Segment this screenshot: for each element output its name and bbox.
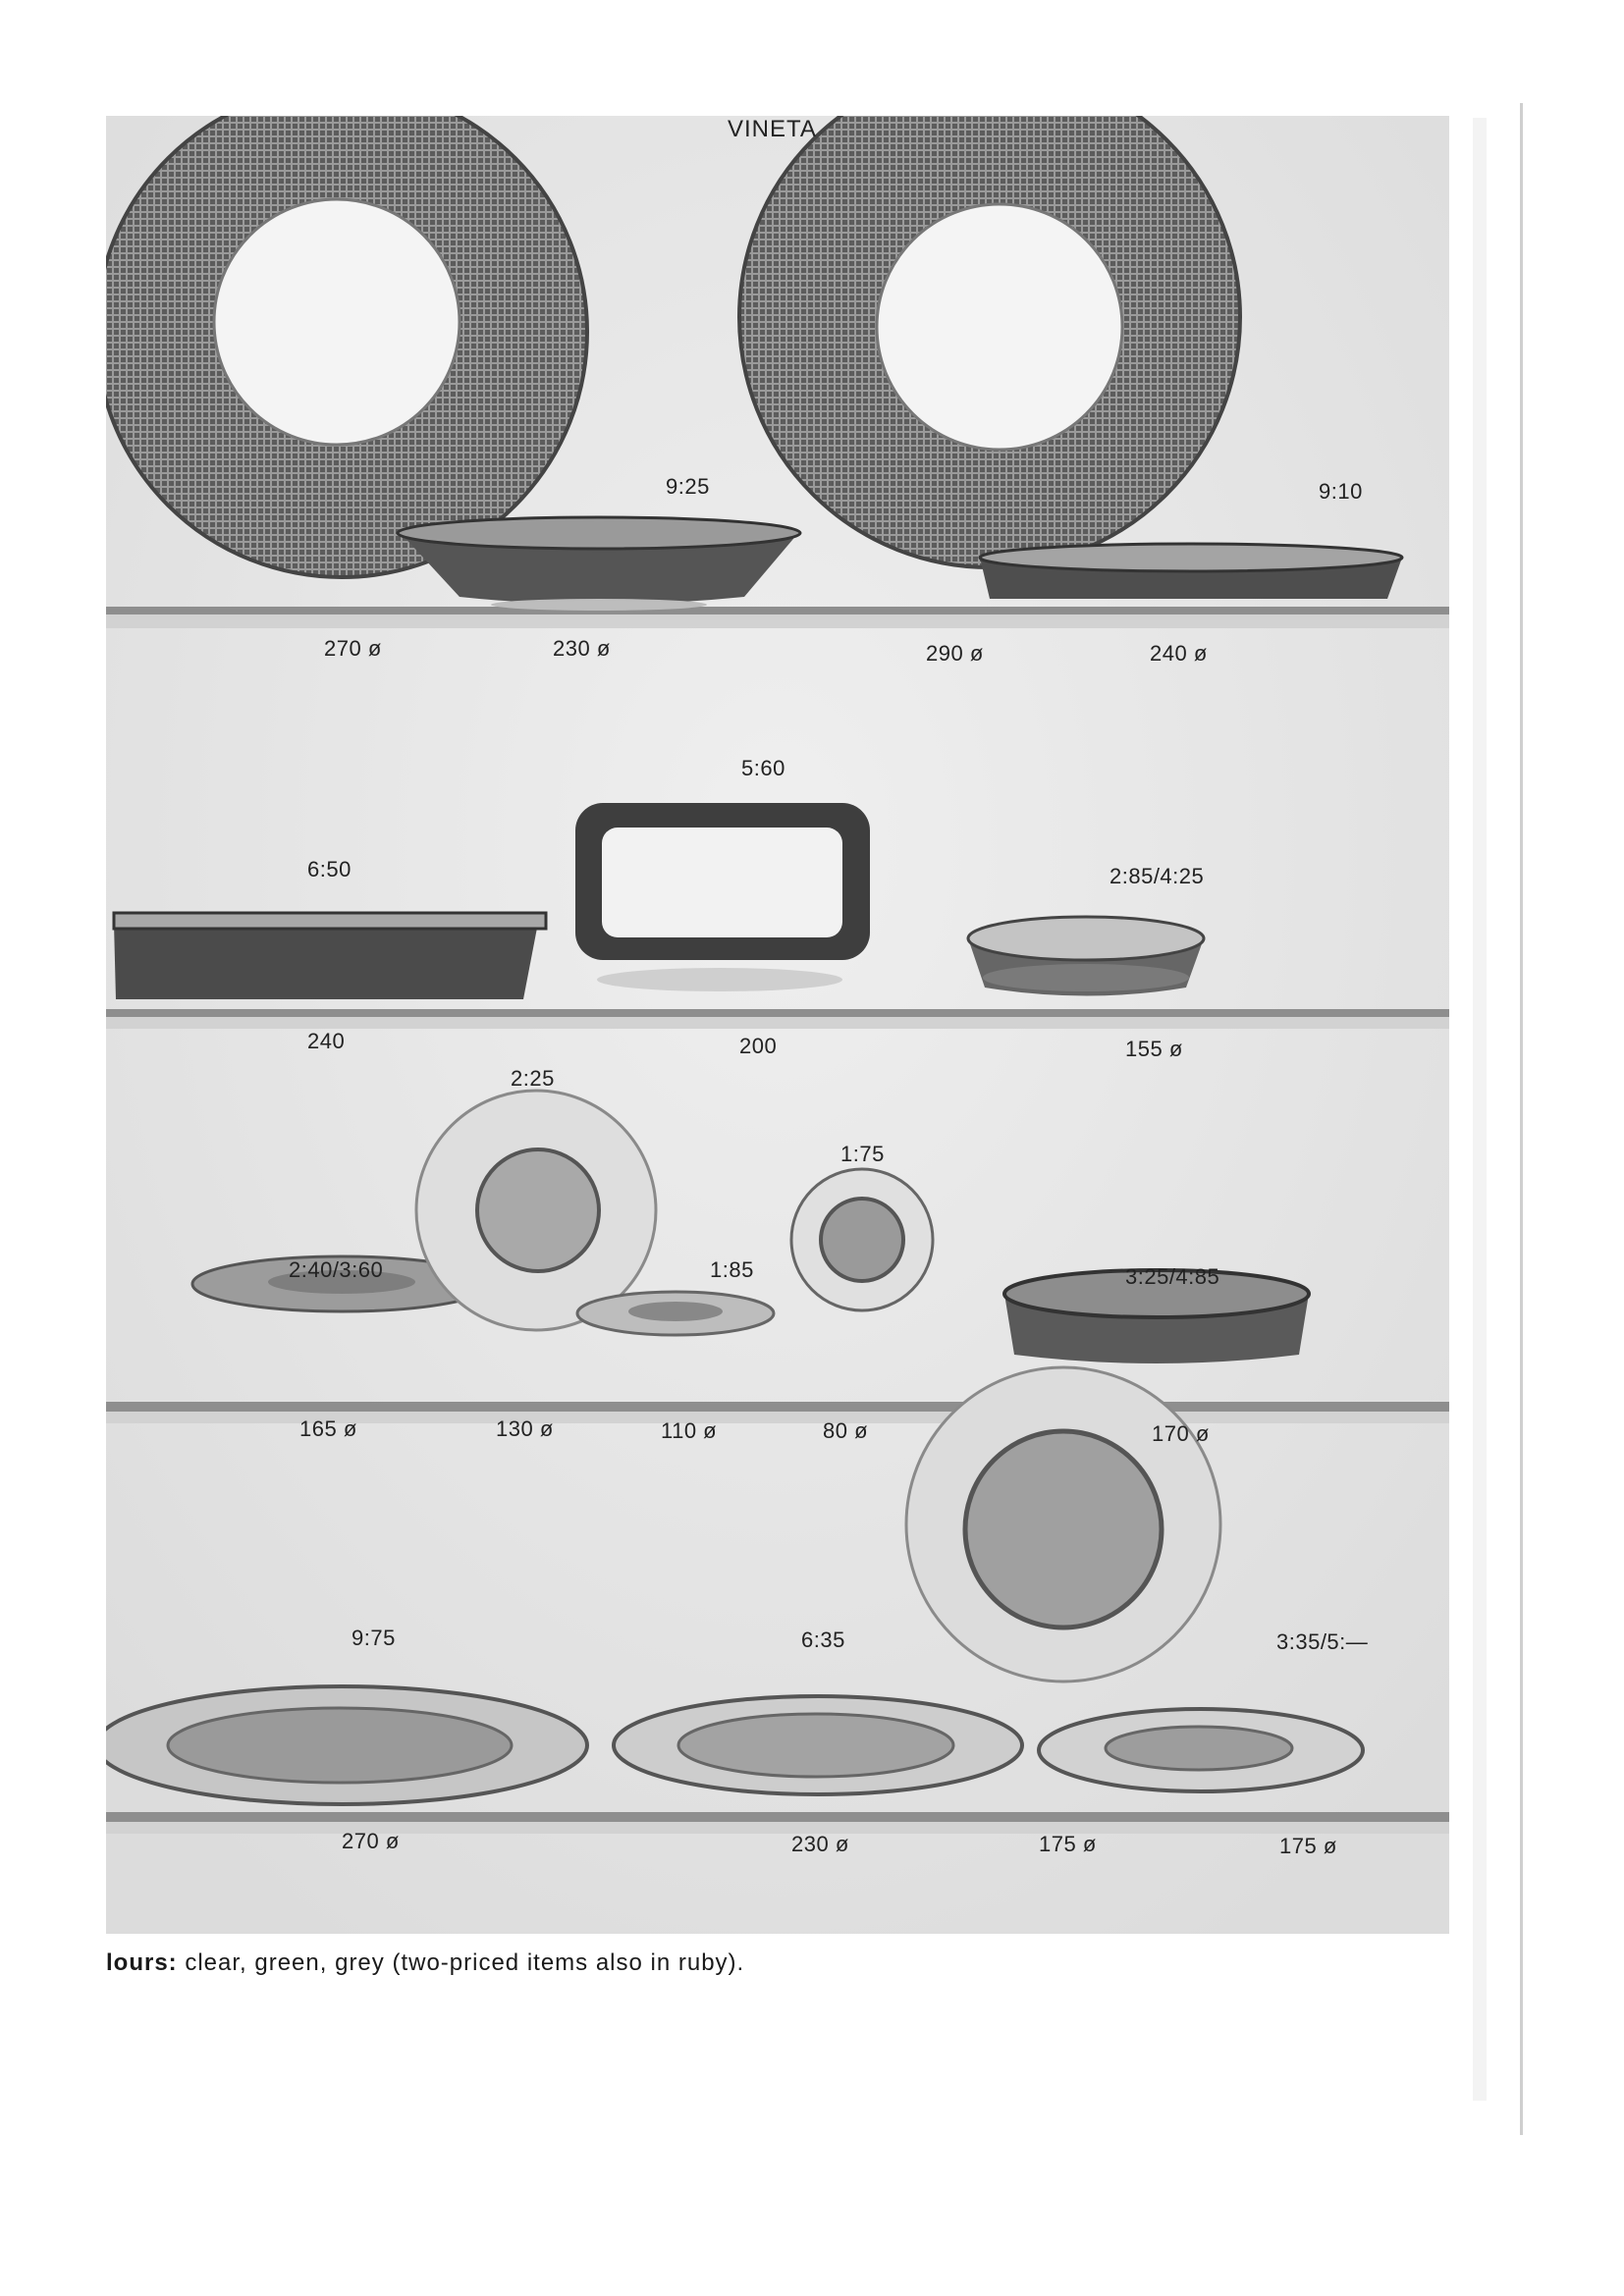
- caption-prefix: lours:: [106, 1949, 178, 1976]
- size-label: 165 ø: [299, 1416, 357, 1441]
- price-label: 3:25/4:85: [1125, 1264, 1220, 1289]
- size-label: 270 ø: [342, 1829, 400, 1853]
- tray-rect-240: [114, 913, 546, 999]
- plate-175: [1039, 1709, 1363, 1791]
- price-label: 3:35/5:—: [1276, 1629, 1369, 1654]
- page-margin-shade: [1473, 118, 1487, 2101]
- price-label: 2:40/3:60: [289, 1257, 384, 1282]
- price-label: 6:35: [801, 1628, 845, 1652]
- plate-170-upright: [906, 1367, 1220, 1682]
- size-label: 155 ø: [1125, 1037, 1183, 1061]
- size-label: 230 ø: [791, 1832, 849, 1856]
- size-label: 80 ø: [823, 1418, 869, 1443]
- product-photo: [106, 116, 1449, 1934]
- size-label: 175 ø: [1039, 1832, 1097, 1856]
- size-label: 110 ø: [661, 1418, 718, 1443]
- size-label: 175 ø: [1279, 1834, 1337, 1858]
- price-label: 5:60: [741, 756, 785, 780]
- photo-illustration: [106, 116, 1449, 1934]
- size-label: 240: [307, 1029, 346, 1053]
- saucer-110: [577, 1292, 774, 1335]
- price-label: 1:75: [840, 1142, 885, 1166]
- page-edge-line: [1520, 103, 1523, 2135]
- plate-large-left: [106, 116, 587, 577]
- plate-230: [614, 1696, 1022, 1794]
- size-label: 170 ø: [1152, 1421, 1210, 1446]
- caption-text: clear, green, grey (two-priced items also in ruby).: [177, 1949, 745, 1976]
- platter-240: [980, 544, 1402, 599]
- colours-caption: [106, 1949, 744, 1977]
- price-label: 9:25: [666, 474, 710, 499]
- price-label: 9:10: [1319, 479, 1363, 504]
- price-label: 2:25: [511, 1066, 555, 1091]
- price-label: 2:85/4:25: [1110, 864, 1205, 888]
- price-label: 9:75: [352, 1626, 396, 1650]
- size-label: 290 ø: [926, 641, 984, 666]
- catalog-title: VINETA: [728, 116, 817, 142]
- size-label: 270 ø: [324, 636, 382, 661]
- size-label: 130 ø: [496, 1416, 554, 1441]
- size-label: 230 ø: [553, 636, 611, 661]
- size-label: 200: [739, 1034, 778, 1058]
- price-label: 6:50: [307, 857, 352, 881]
- bowl-155: [968, 917, 1204, 996]
- plate-80: [791, 1169, 933, 1310]
- plate-270: [106, 1686, 587, 1804]
- size-label: 240 ø: [1150, 641, 1208, 666]
- price-label: 1:85: [710, 1257, 754, 1282]
